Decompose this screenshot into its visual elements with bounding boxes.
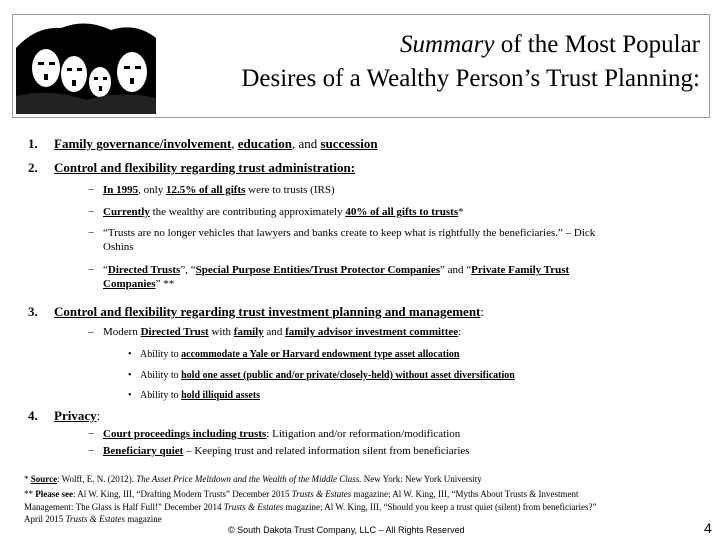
bullet: •: [128, 390, 132, 401]
item-2-heading: Control and flexibility regarding trust administration:: [54, 160, 356, 175]
dash: −: [88, 428, 95, 440]
dash: −: [88, 445, 95, 457]
sub-item-2-4-line2: Companies” **: [103, 278, 175, 290]
item-number: 2.: [28, 160, 38, 175]
dash: −: [88, 206, 95, 218]
bullet-item-1: Ability to accommodate a Yale or Harvard endowment type asset allocation: [140, 349, 460, 360]
sub-item-2-1: In 1995, only 12.5% of all gifts were to trusts (IRS): [103, 184, 335, 196]
copyright-notice: © South Dakota Trust Company, LLC – All Rights Reserved: [228, 525, 465, 535]
sub-item-2-3-line1: “Trusts are no longer vehicles that lawyers and banks create to keep what is rightfully the beneficiaries.” – Dick: [103, 227, 596, 239]
dash: −: [88, 264, 95, 276]
item-3-heading: Control and flexibility regarding trust investment planning and management:: [54, 304, 485, 319]
bullet-item-3: Ability to hold illiquid assets: [140, 390, 261, 401]
sub-item-2-2: Currently the wealthy are contributing approximately 40% of all gifts to trusts*: [103, 206, 464, 218]
item-1-text: Family governance/involvement, education, and succession: [54, 136, 378, 151]
dash: −: [88, 184, 95, 196]
footnote-source: * Source: Wolff, E. N. (2012). The Asset Price Meltdown and the Wealth of the Middle Class. New York: New York University: [24, 474, 482, 484]
sub-item-2-3-line2: Oshins: [103, 241, 134, 253]
bullet-item-2: Ability to hold one asset (public and/or private/closely-held) without asset diversification: [140, 370, 515, 381]
sub-item-2-4-line1: “Directed Trusts”, “Special Purpose Entities/Trust Protector Companies” and “Private Family Trust: [103, 264, 570, 276]
sub-item-3-1: Modern Directed Trust with family and family advisor investment committee:: [103, 326, 462, 338]
mount-rushmore-logo: [16, 18, 156, 114]
item-number: 1.: [28, 136, 38, 151]
item-4-heading: Privacy:: [54, 408, 101, 423]
page-title: Summary of the Most Popular Desires of a Wealthy Person’s Trust Planning:: [241, 31, 700, 92]
dash: −: [88, 227, 95, 239]
footnote-please-see-line1: ** Please see: Al W. King, III, “Drafting Modern Trusts” December 2015 Trusts & Estates magazine; Al W. King, III, “Myths About Trusts & Investment: [24, 489, 579, 499]
bullet: •: [128, 349, 132, 360]
sub-item-4-2: Beneficiary quiet – Keeping trust and related information silent from beneficiaries: [103, 445, 470, 457]
bullet: •: [128, 370, 132, 381]
dash: –: [88, 326, 94, 338]
item-number: 3.: [28, 304, 38, 319]
footnote-please-see-line2: Management: The Glass is Half Full!” December 2014 Trusts & Estates magazine; Al W. King, III, “Should you keep a trust quiet (silent) from beneficiaries?”: [24, 502, 597, 512]
page-number: 4: [704, 520, 712, 536]
footnote-please-see-line3: April 2015 Trusts & Estates magazine: [24, 514, 162, 524]
item-number: 4.: [28, 408, 38, 423]
sub-item-4-1: Court proceedings including trusts: Litigation and/or reformation/modification: [103, 428, 461, 440]
